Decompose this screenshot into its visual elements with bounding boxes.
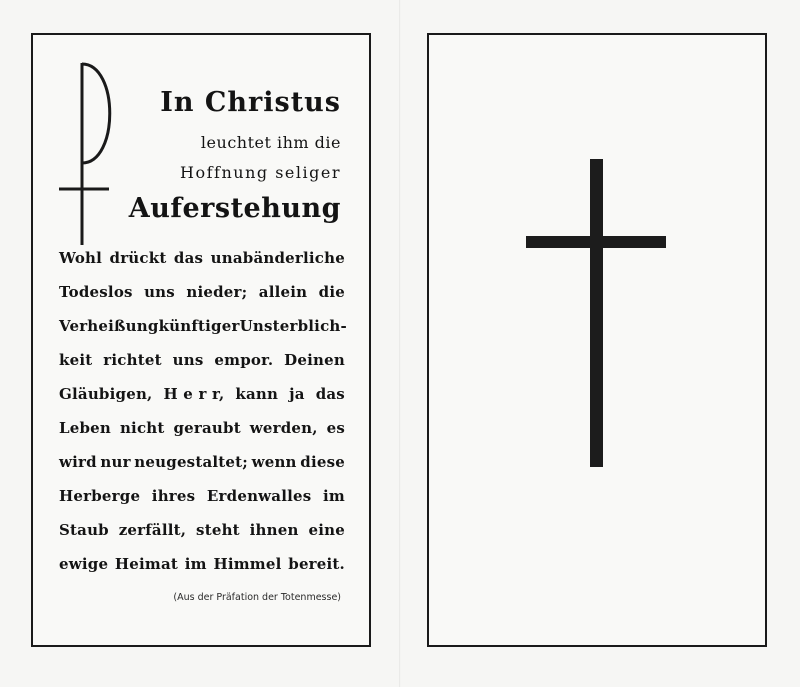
text-word: das bbox=[315, 385, 345, 403]
left-panel bbox=[31, 33, 371, 647]
text-word: bereit. bbox=[288, 555, 345, 573]
text-word: ja bbox=[289, 385, 305, 403]
text-word: Heimat bbox=[114, 555, 179, 573]
text-word: wird bbox=[59, 453, 97, 471]
text-line bbox=[59, 249, 345, 283]
text-line bbox=[59, 453, 345, 487]
text-word: das bbox=[173, 249, 204, 267]
text-word: uns bbox=[172, 351, 204, 369]
chi-rho-icon bbox=[57, 61, 117, 247]
text-word: nieder; bbox=[186, 283, 248, 301]
text-word: künftiger bbox=[158, 317, 240, 335]
text-word: Leben bbox=[59, 419, 112, 437]
text-word: Verheißung bbox=[59, 317, 159, 335]
text-word: nicht bbox=[119, 419, 165, 437]
text-word: keit bbox=[59, 351, 93, 369]
heading-line-2: leuchtet ihm die bbox=[200, 133, 341, 152]
text-word: werden, bbox=[249, 419, 318, 437]
heading-line-1: In Christus bbox=[160, 87, 341, 118]
text-word: wenn bbox=[251, 453, 297, 471]
cross-crossbar bbox=[526, 236, 666, 248]
text-line bbox=[59, 385, 345, 419]
source-citation: (Aus der Präfation der Totenmesse) bbox=[173, 592, 341, 603]
text-word: nur bbox=[100, 453, 131, 471]
text-word: Gläubigen, bbox=[59, 385, 153, 403]
text-word: ihnen bbox=[249, 521, 299, 539]
text-word: eine bbox=[308, 521, 345, 539]
prayer-text bbox=[59, 249, 345, 589]
text-word: richtet bbox=[103, 351, 162, 369]
text-line bbox=[59, 419, 345, 453]
latin-cross-icon bbox=[590, 159, 603, 467]
text-word: die bbox=[318, 283, 345, 301]
text-word: ihres bbox=[151, 487, 196, 505]
text-word: allein bbox=[258, 283, 308, 301]
text-word: empor. bbox=[214, 351, 274, 369]
text-word: Herberge bbox=[59, 487, 141, 505]
text-word: Todeslos bbox=[59, 283, 133, 301]
right-panel bbox=[427, 33, 767, 647]
heading-line-4: Auferstehung bbox=[128, 193, 341, 224]
text-word: Deinen bbox=[284, 351, 345, 369]
text-word: Staub bbox=[59, 521, 109, 539]
text-word: Wohl bbox=[59, 249, 103, 267]
text-word: Erdenwalles bbox=[206, 487, 312, 505]
text-line bbox=[59, 487, 345, 521]
heading-line-3: Hoffnung seliger bbox=[180, 163, 341, 182]
text-word: steht bbox=[196, 521, 240, 539]
text-word: im bbox=[323, 487, 345, 505]
text-word: neugestaltet; bbox=[134, 453, 249, 471]
text-word: uns bbox=[144, 283, 175, 301]
text-line bbox=[59, 521, 345, 555]
text-word: diese bbox=[300, 453, 345, 471]
text-word: Unsterblich- bbox=[239, 317, 347, 335]
text-word: im bbox=[184, 555, 207, 573]
text-word: H e r r, bbox=[163, 385, 225, 403]
text-word: kann bbox=[235, 385, 279, 403]
text-line bbox=[59, 555, 345, 589]
text-word: drückt bbox=[109, 249, 167, 267]
card-fold bbox=[399, 0, 401, 687]
text-word: geraubt bbox=[173, 419, 241, 437]
text-line bbox=[59, 317, 345, 351]
text-word: unabänderliche bbox=[210, 249, 345, 267]
text-line bbox=[59, 351, 345, 385]
text-word: Himmel bbox=[213, 555, 282, 573]
text-word: zerfällt, bbox=[118, 521, 187, 539]
text-word: ewige bbox=[59, 555, 109, 573]
text-line bbox=[59, 283, 345, 317]
text-word: es bbox=[326, 419, 345, 437]
